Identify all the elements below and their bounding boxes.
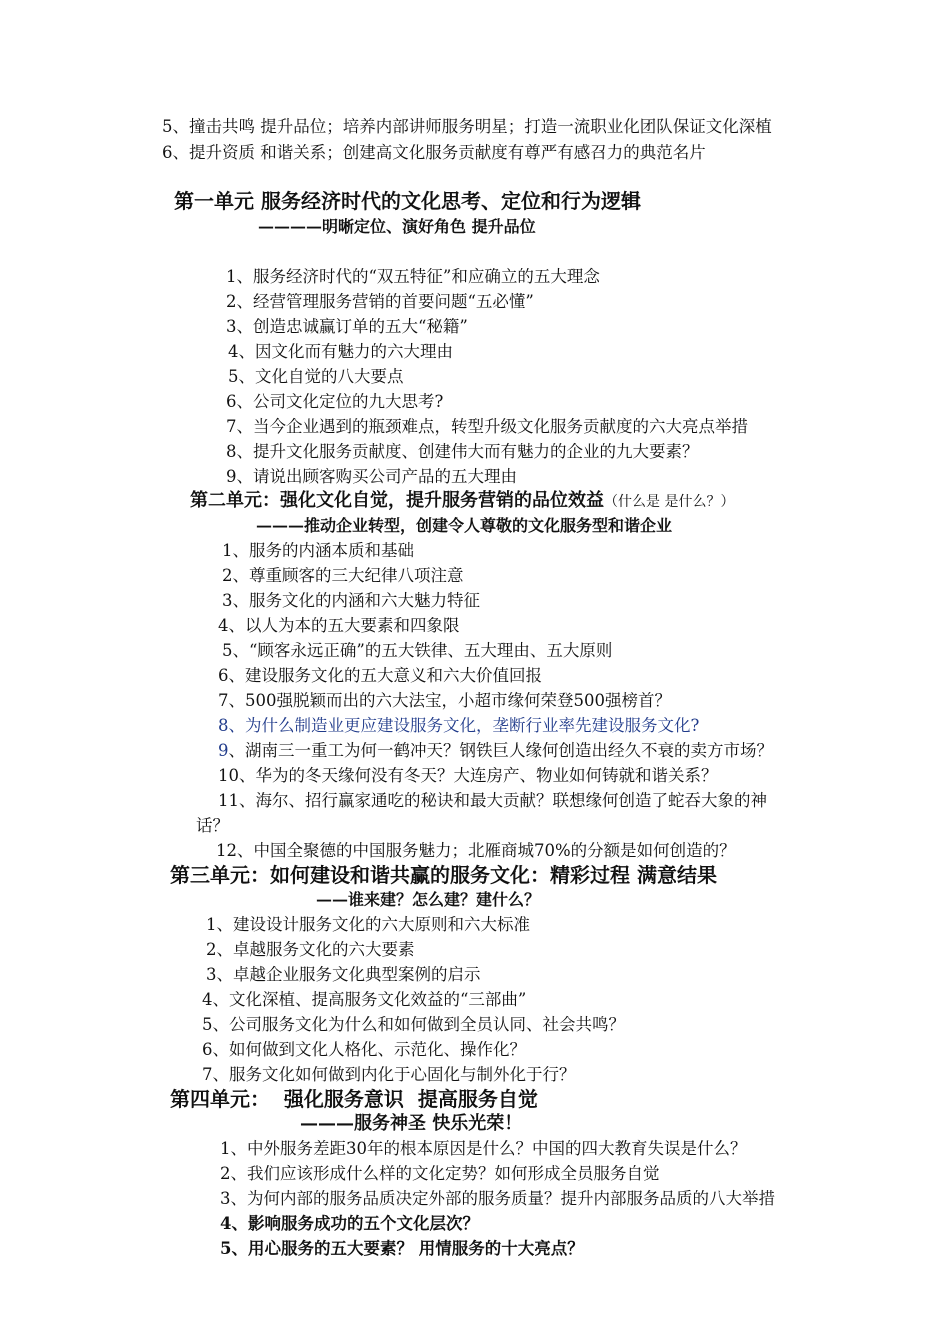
- unit2-item: 6、建设服务文化的五大意义和六大价值回报: [218, 666, 542, 685]
- unit4-title: 第四单元： 强化服务意识 提高服务自觉: [170, 1087, 538, 1111]
- unit1-item: 8、提升文化服务贡献度、创建伟大而有魅力的企业的九大要素？: [226, 442, 699, 461]
- unit2-title: 第二单元：强化文化自觉，提升服务营销的品位效益: [190, 490, 604, 511]
- unit2-item: 5、“顾客永远正确”的五大铁律、五大理由、五大原则: [222, 641, 613, 660]
- unit4-item: 2、我们应该形成什么样的文化定势？如何形成全员服务自觉: [220, 1164, 660, 1183]
- unit2-item: 3、服务文化的内涵和六大魅力特征: [222, 591, 480, 610]
- unit1-item: 6、公司文化定位的九大思考?: [226, 392, 444, 411]
- unit4-item: 4、影响服务成功的五个文化层次？: [220, 1214, 479, 1233]
- unit2-item: 7、500强脱颖而出的六大法宝，小超市缘何荣登500强榜首？: [218, 691, 671, 710]
- unit4-item: 5、用心服务的五大要素？ 用情服务的十大亮点？: [220, 1239, 584, 1258]
- unit2-item: 8、为什么制造业更应建设服务文化，垄断行业率先建设服务文化?: [218, 716, 700, 735]
- unit3-item: 1、建设设计服务文化的六大原则和六大标准: [206, 915, 530, 934]
- unit2-item-9-number: 9: [218, 741, 229, 760]
- intro-line-5: 5、撞击共鸣 提升品位；培养内部讲师服务明星；打造一流职业化团队保证文化深植: [162, 117, 772, 136]
- unit1-item: 3、创造忠诚赢订单的五大“秘籍”: [226, 317, 468, 336]
- unit3-item: 2、卓越服务文化的六大要素: [206, 940, 415, 959]
- unit3-item: 5、公司服务文化为什么和如何做到全员认同、社会共鸣？: [202, 1015, 625, 1034]
- unit1-title: 第一单元 服务经济时代的文化思考、定位和行为逻辑: [174, 189, 641, 213]
- unit3-item: 7、服务文化如何做到内化于心固化与制外化于行？: [202, 1065, 576, 1084]
- unit2-item: 1、服务的内涵本质和基础: [222, 541, 414, 560]
- unit1-item: 2、经营管理服务营销的首要问题“五必懂”: [226, 292, 534, 311]
- unit1-item: 5、文化自觉的八大要点: [228, 367, 404, 386]
- unit2-item-continuation: 话？: [196, 816, 229, 835]
- intro-line-6: 6、提升资质 和谐关系；创建高文化服务贡献度有尊严有感召力的典范名片: [162, 143, 706, 162]
- unit2-subtitle: ———推动企业转型，创建令人尊敬的文化服务型和谐企业: [256, 516, 673, 535]
- unit1-item: 4、因文化而有魅力的六大理由: [228, 342, 453, 361]
- unit3-item: 4、文化深植、提高服务文化效益的“三部曲”: [202, 990, 527, 1009]
- unit2-title-row: [190, 490, 734, 513]
- unit1-item: 1、服务经济时代的“双五特征”和应确立的五大理念: [226, 267, 600, 286]
- unit3-subtitle: ——谁来建？怎么建？建什么？: [316, 890, 541, 909]
- unit1-item: 7、当今企业遇到的瓶颈难点，转型升级文化服务贡献度的六大亮点举措: [226, 417, 748, 436]
- unit3-item: 3、卓越企业服务文化典型案例的启示: [206, 965, 481, 984]
- unit2-title-note: （什么是 是什么？）: [604, 494, 735, 510]
- unit4-subtitle: ———服务神圣 快乐光荣！: [300, 1113, 523, 1134]
- unit2-item-9-rest: 、湖南三一重工为何一鹤冲天？钢铁巨人缘何创造出经久不衰的卖方市场？: [228, 741, 773, 760]
- unit4-item: 1、中外服务差距30年的根本原因是什么？中国的四大教育失误是什么？: [220, 1139, 747, 1158]
- unit2-item: [218, 740, 773, 762]
- unit2-item: 2、尊重顾客的三大纪律八项注意: [222, 566, 464, 585]
- unit2-item: 10、华为的冬天缘何没有冬天？大连房产、物业如何铸就和谐关系？: [218, 766, 718, 785]
- unit1-item: 9、请说出顾客购买公司产品的五大理由: [226, 467, 517, 486]
- unit2-item: 11、海尔、招行赢家通吃的秘诀和最大贡献？联想缘何创造了蛇吞大象的神: [218, 791, 767, 810]
- unit3-item: 6、如何做到文化人格化、示范化、操作化？: [202, 1040, 526, 1059]
- unit3-title: 第三单元：如何建设和谐共赢的服务文化：精彩过程 满意结果: [170, 863, 717, 887]
- unit1-subtitle: ————明晰定位、演好角色 提升品位: [258, 217, 536, 236]
- unit2-item: 4、以人为本的五大要素和四象限: [218, 616, 460, 635]
- unit4-item: 3、为何内部的服务品质决定外部的服务质量？提升内部服务品质的八大举措: [220, 1189, 775, 1208]
- unit2-item: 12、中国全聚德的中国服务魅力；北雁商城70%的分额是如何创造的？: [216, 841, 736, 860]
